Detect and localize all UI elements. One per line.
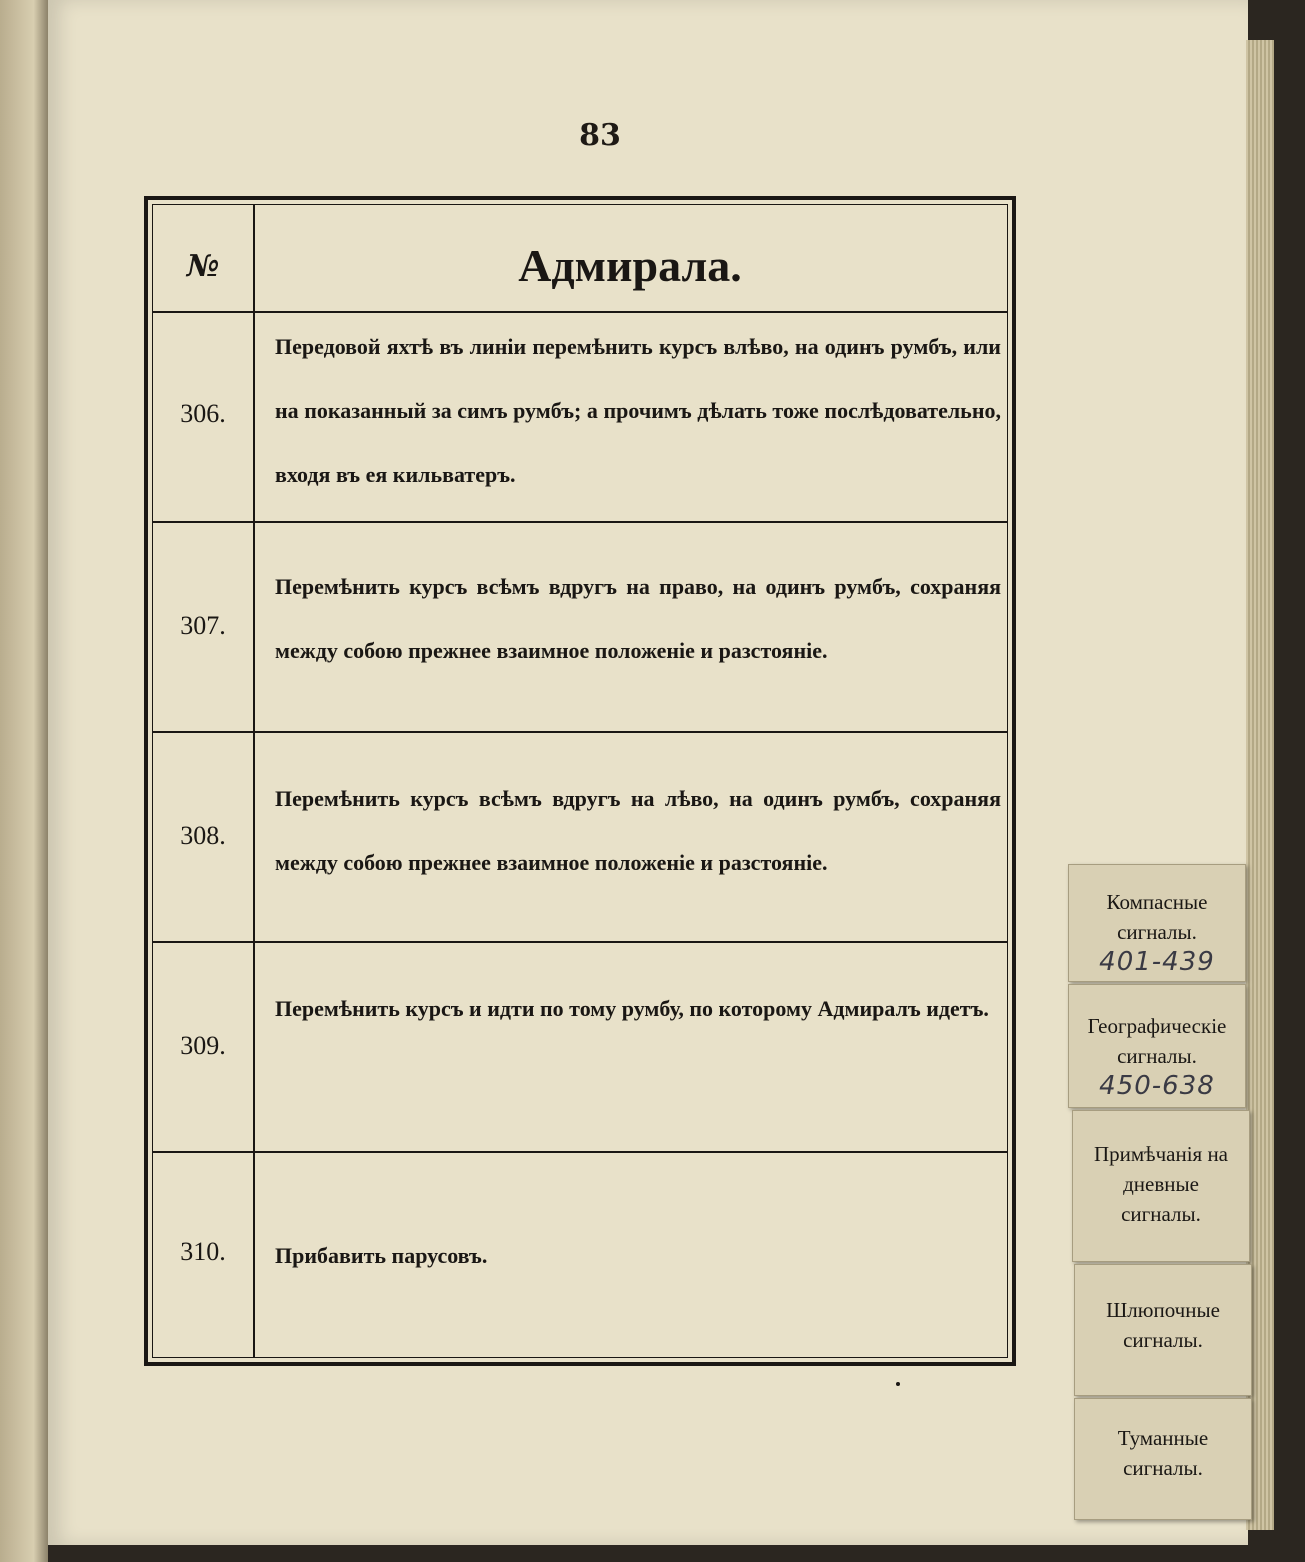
row-text: Передовой яхтѣ въ линіи перемѣнить курсъ влѣво, на одинъ румбъ, или на показанный за симъ румбъ; а прочимъ дѣлать тоже послѣдовательно, входя въ ея кильватеръ. [275,334,1001,487]
index-tab-boat[interactable] [1074,1264,1252,1396]
tab-label: сигналы. [1121,1202,1201,1226]
header-title: Адмирала. [518,240,742,291]
header-divider [153,311,1007,313]
index-tab-geographic[interactable] [1068,984,1246,1108]
row-text: Перемѣнить курсъ всѣмъ вдругъ на право, на одинъ румбъ, сохраняя между собою прежнее взаимное положеніе и разстояніе. [275,574,1001,663]
tab-handwritten-range: 401-439 [1099,947,1215,977]
tab-handwritten-range: 450-638 [1099,1071,1215,1101]
tab-label: Географическіе [1087,1014,1227,1038]
table-inner-border [152,204,1008,1358]
tab-label: сигналы. [1123,1328,1203,1352]
signal-table [144,196,1016,1366]
ink-dot [896,1382,900,1386]
index-tab-fog[interactable] [1074,1398,1252,1520]
left-page-edge [0,0,48,1562]
tab-label: Компасные [1106,890,1208,914]
row-divider [153,731,1007,733]
row-number: 307. [180,611,226,640]
row-number: 308. [180,821,226,850]
row-number: 309. [180,1031,226,1060]
tab-label: Шлюпочные [1106,1298,1220,1322]
tab-label: Туманные [1117,1426,1209,1450]
page-number: 83 [579,118,621,153]
tab-label: дневные [1123,1172,1199,1196]
book-page [48,0,1248,1545]
row-text: Прибавить парусовъ. [275,1243,488,1268]
number-column-divider [253,205,255,1357]
tab-label: сигналы. [1117,1044,1197,1068]
row-divider [153,521,1007,523]
row-divider [153,1151,1007,1153]
row-number: 306. [180,399,226,428]
tab-label: сигналы. [1117,920,1197,944]
row-text: Перемѣнить курсъ и идти по тому румбу, по которому Адмиралъ идетъ. [275,996,989,1021]
header-number-symbol: № [186,249,220,284]
row-text: Перемѣнить курсъ всѣмъ вдругъ на лѣво, на одинъ румбъ, сохраняя между собою прежнее взаимное положеніе и разстояніе. [275,786,1001,875]
tab-label: сигналы. [1123,1456,1203,1480]
index-tab-compass[interactable] [1068,864,1246,982]
row-number: 310. [180,1237,226,1266]
row-divider [153,941,1007,943]
index-tab-day-notes[interactable] [1072,1110,1250,1262]
tab-label: Примѣчанія на [1093,1142,1229,1166]
